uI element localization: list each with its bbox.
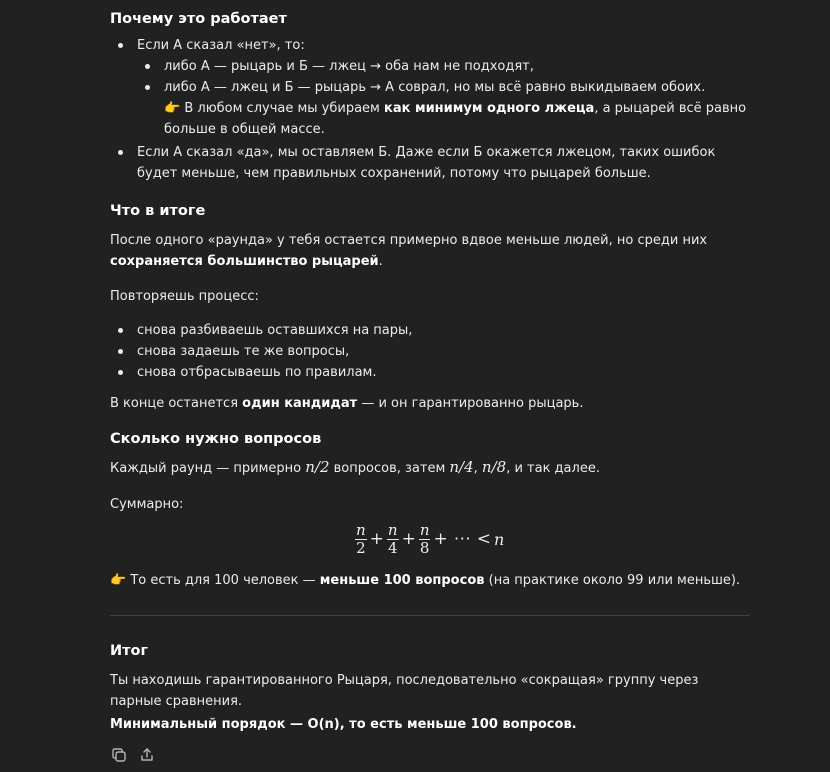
conclusion-paragraph: 👉 То есть для 100 человек — меньше 100 вопросов (на практике около 99 или меньше). <box>110 573 741 588</box>
list-item: снова разбиваешь оставшихся на пары, <box>110 320 750 341</box>
why-list <box>110 35 750 184</box>
list-item: снова отбрасываешь по правилам. <box>110 362 750 383</box>
section-title-final: Итог <box>110 643 149 659</box>
list-item: Если A сказал «да», мы оставляем Б. Даже если Б окажется лжецом, таких ошибок будет меньше, чем правильных сохранений, потому что рыцарей больше. <box>110 142 750 184</box>
message-actions <box>111 747 155 763</box>
sum-formula: $\frac{n}{2}$ + $\frac{n}{4}$ + $\frac{n}{8}$ + ⋯ < n <box>356 521 505 557</box>
sub-list <box>137 56 750 140</box>
math-n-over-8: n/8 <box>481 458 507 476</box>
section-title-why: Почему это работает <box>110 11 287 27</box>
list-item: Если A сказал «нет», то: либо A — рыцарь и Б — лжец → оба нам не подходят, либо A — лжец и Б — рыцарь → A соврал, но мы всё равно выкидываем обоих. 👉 В любом случае мы убираем как минимум одного лжеца, а рыцарей всё равно больше в общей массе. <box>110 35 750 140</box>
copy-icon[interactable] <box>111 747 127 763</box>
math-n-over-2: n/2 <box>305 458 330 476</box>
share-icon[interactable] <box>139 747 155 763</box>
divider <box>110 615 750 616</box>
list-item: либо A — лжец и Б — рыцарь → A соврал, но мы всё равно выкидываем обоих. 👉 В любом случае мы убираем как минимум одного лжеца, а рыцарей всё равно больше в общей массе. <box>137 77 750 140</box>
pointing-hand-icon: 👉 <box>110 573 127 588</box>
section-title-count: Сколько нужно вопросов <box>110 431 322 447</box>
round-paragraph: Каждый раунд — примерно n/2 вопросов, затем n/4, n/8, и так далее. <box>110 458 600 476</box>
list-item: либо A — рыцарь и Б — лжец → оба нам не подходят, <box>137 56 750 77</box>
pointing-hand-icon: 👉 <box>164 101 181 116</box>
fraction-n-2: $\frac{n}{2}$ <box>356 521 366 557</box>
note: 👉 В любом случае мы убираем как минимум одного лжеца, а рыцарей всё равно больше в общей массе. <box>164 101 747 137</box>
section-title-result: Что в итоге <box>110 203 206 219</box>
list-item: снова задаешь те же вопросы, <box>110 341 750 362</box>
math-n-over-4: n/4 <box>449 458 474 476</box>
repeat-label: Повторяешь процесс: <box>110 289 259 304</box>
final-paragraph: Ты находишь гарантированного Рыцаря, последовательно «сокращая» группу через парные сравнения. <box>110 673 699 709</box>
steps-list <box>110 320 750 383</box>
final-bold: Минимальный порядок — O(n), то есть меньше 100 вопросов. <box>110 717 577 732</box>
fraction-n-4: $\frac{n}{4}$ <box>387 521 398 557</box>
sum-label: Суммарно: <box>110 497 184 512</box>
result-paragraph: После одного «раунда» у тебя остается примерно вдвое меньше людей, но среди них сохраняется большинство рыцарей. <box>110 233 708 269</box>
end-paragraph: В конце останется один кандидат — и он гарантированно рыцарь. <box>110 396 584 411</box>
fraction-n-8: $\frac{n}{8}$ <box>419 521 430 557</box>
